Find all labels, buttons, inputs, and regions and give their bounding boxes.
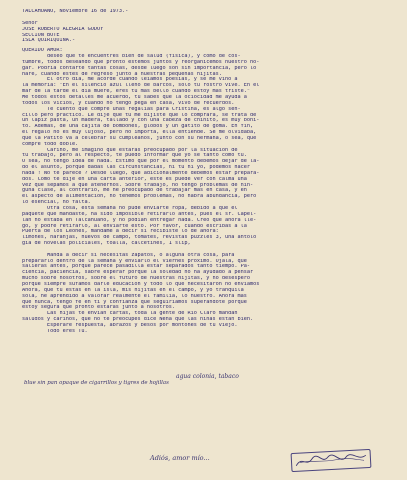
letter-body-line: gía de novelas policiales, toalla, calcetines, 1 slip,	[22, 241, 191, 247]
letter-body-line: que nunca, tengo fe en ti y confianza que seguiríamos superándote porque	[22, 299, 247, 305]
letter-body-line: Ahora, que tú estás en la isla, mis hijitas en el campo, y yo tranquila	[22, 287, 244, 293]
letter-body-line: todos los vicios, y cuando no tengo pega en casa, vivo de recuerdos.	[22, 100, 235, 106]
letter-body-line: paquete que mandaste, ha sido imposible retirarlo antes, pues el sr. Capel-	[22, 211, 257, 217]
letter-body-line: el regalo no es muy lujoso, pero no importa, ella entiende. Se me olvidaba,	[22, 130, 257, 136]
letter-body-line: haré, cuando estés de regreso junto a nuestras pequeñas hijitas.	[22, 71, 222, 77]
recipient-line: ISLA QUIRIQUINA.-	[22, 38, 76, 44]
letter-body-line: to. Además, de una cajita de bombones, globos y un gatito de goma. En fin,	[22, 124, 254, 130]
letter-body-line: nada ! No te parece ? Desde luego, que adicionalmente debemos estar prepara-	[22, 170, 260, 176]
letter-body	[22, 54, 397, 335]
letter-body-line: deseo que te encuentres bien de salud (física), y como de cos-	[22, 54, 241, 60]
recipient-line: JOSE ROBERTO ALEGRIA GODOY	[22, 26, 104, 32]
letter-body-line: estoy segura que pronto estarás junto a nosotros.	[22, 305, 176, 311]
letter-body-line: limones, naranjas, huevos de campo, tomates, revistas puzzles 3, una antolo	[22, 235, 257, 241]
letter-body-line: Manda a decir si necesitas zapatos, o alguna otra cosa, para	[22, 252, 235, 258]
letter-body-line: Me todos estos detalles me acuerdo, tú sabes que la ociocidad me ayuda a	[22, 94, 247, 100]
letter-body-line: Las hijas te envían cartas, toda la gente de Río Claro mandan	[22, 311, 238, 317]
letter-body-line: porque siempre sufamos darle educación y todo lo que necesitaron no enviamos	[22, 281, 260, 287]
letter-body-line: Puerta de los Leones, mandame a decir si recibiste lo de ahora:	[22, 229, 219, 235]
letter-body-line: mar de la tarde el día muere, eres tú más bello cuando estoy más triste."	[22, 89, 250, 95]
letter-body-line: sola, he aprendido a valorar realmente el familia, lo nuestro. Ahora más	[22, 293, 247, 299]
letter-body-line: O sea, no tengo idea de nada. Estimo que por el momento debemos dejar de la-	[22, 159, 260, 165]
letter-body-line: tumbre, todos deseando que pronto estemos juntos y reorganicemos nuestro ho-	[22, 59, 260, 65]
handwritten-addition: agua colonia, tabaco	[176, 373, 239, 380]
letter-body-line: un lápiz pasta, un madera, tallado y con una cabeza de chinito, es muy boni-	[22, 118, 260, 124]
letter-body-line: Te cuento que compré unas regalías para Cristina, es algo sen-	[22, 106, 241, 112]
letter-body-line: saludos y cariños, que no te preocupes dice Nena que las niñas están bien.	[22, 317, 254, 323]
letter-body-line: gar. Podría contarte tantas cosas, desde luego son sin importancia, pero lo	[22, 65, 257, 71]
letter-body-line: prepararlo dentro de la semana y enviarlo el viernes próximo. Ojalá, que	[22, 258, 247, 264]
letter-body-line: gó, y podré retirarlo, al enviarte esto. Por favor, cuando escribas a la	[22, 223, 247, 229]
letter-body-line: ciencia, paciencia, sabré esperar porque la soledad no ha ayudado a pensar	[22, 270, 254, 276]
letter-body-line: Otra cosa, esta semana no pude enviarte ropa, debido a que el	[22, 206, 238, 211]
letter-body-line: mucho sobre nosotros, sobre el futuro de nuestras hijitas, y no desespero	[22, 276, 250, 282]
letter-body-line: el aspecto de alimentación, no tenemos problemas, no habrá abundancia, pero	[22, 194, 257, 200]
letter-body-line: tu trabajo, pero al respecto, te puedo informar que yo sé tanto como tú.	[22, 153, 247, 159]
recipient-line: SECCION BOTE	[22, 32, 60, 38]
letter-body-line: Todo eres Tú.	[22, 328, 88, 334]
letter-body-line: vez que sepamos a qué atenernos. Sobre trabajo, no tengo problemas de nin-	[22, 182, 254, 188]
letter-body-line: cillo pero práctico. Le dije que tú me dijiste que lo comprara, se trata de	[22, 112, 257, 118]
letter-body-line: compré todo doble.	[22, 141, 79, 147]
letter-body-line: dos. Como te dije en una carta anterior, este es puede ver con calma una	[22, 176, 247, 182]
letter-body-line: que la Patito va a celebrar su cumpleaños, junto con su hermana, o sea, que	[22, 135, 257, 141]
letter-body-line: do el asunto, porque dadas las circunstancias, ni tú ni yo, podemos hacer	[22, 165, 250, 171]
letter-body-line: guna clase, al contrario, me he preocupado de trabajar más en casa, y en	[22, 188, 247, 194]
letter-body-line: Cariño, me imagino que estarás preocupado por la situación de	[22, 147, 238, 153]
letter-body-line: la memoria: "En el silencio azul lleno de barcos, sólo tu rostro vive. En el	[22, 83, 260, 89]
recipient-line: Señor	[22, 20, 38, 26]
letter-body-line: El otro día, me acordé cuando leíamos poesías, y se me vino a	[22, 77, 238, 83]
signature	[291, 449, 372, 472]
letter-body-line: salieras antes, porque parece pasadilla estar separados tanto tiempo. Pa-	[22, 264, 250, 270]
letter-body-line: lán no estaba en Talcahuano, y no podían entregar nada. Creo que ahora lle-	[22, 217, 257, 223]
letter-body-line: Esperaré respuesta, abrazos y besos por montones de tu viejo.	[22, 322, 238, 328]
place-date: TALCAHUANO, Noviembre 16 de 1973.-	[22, 9, 129, 14]
handwritten-addition: blue sin pan opaque de cigarrillos y tigres de hojillas	[24, 380, 169, 386]
salutation: QUERIDO AMOR:	[22, 48, 63, 54]
letter-body-line: lo esencial, no falta.	[22, 200, 91, 206]
closing: Adiós, amor mío...	[150, 454, 210, 462]
